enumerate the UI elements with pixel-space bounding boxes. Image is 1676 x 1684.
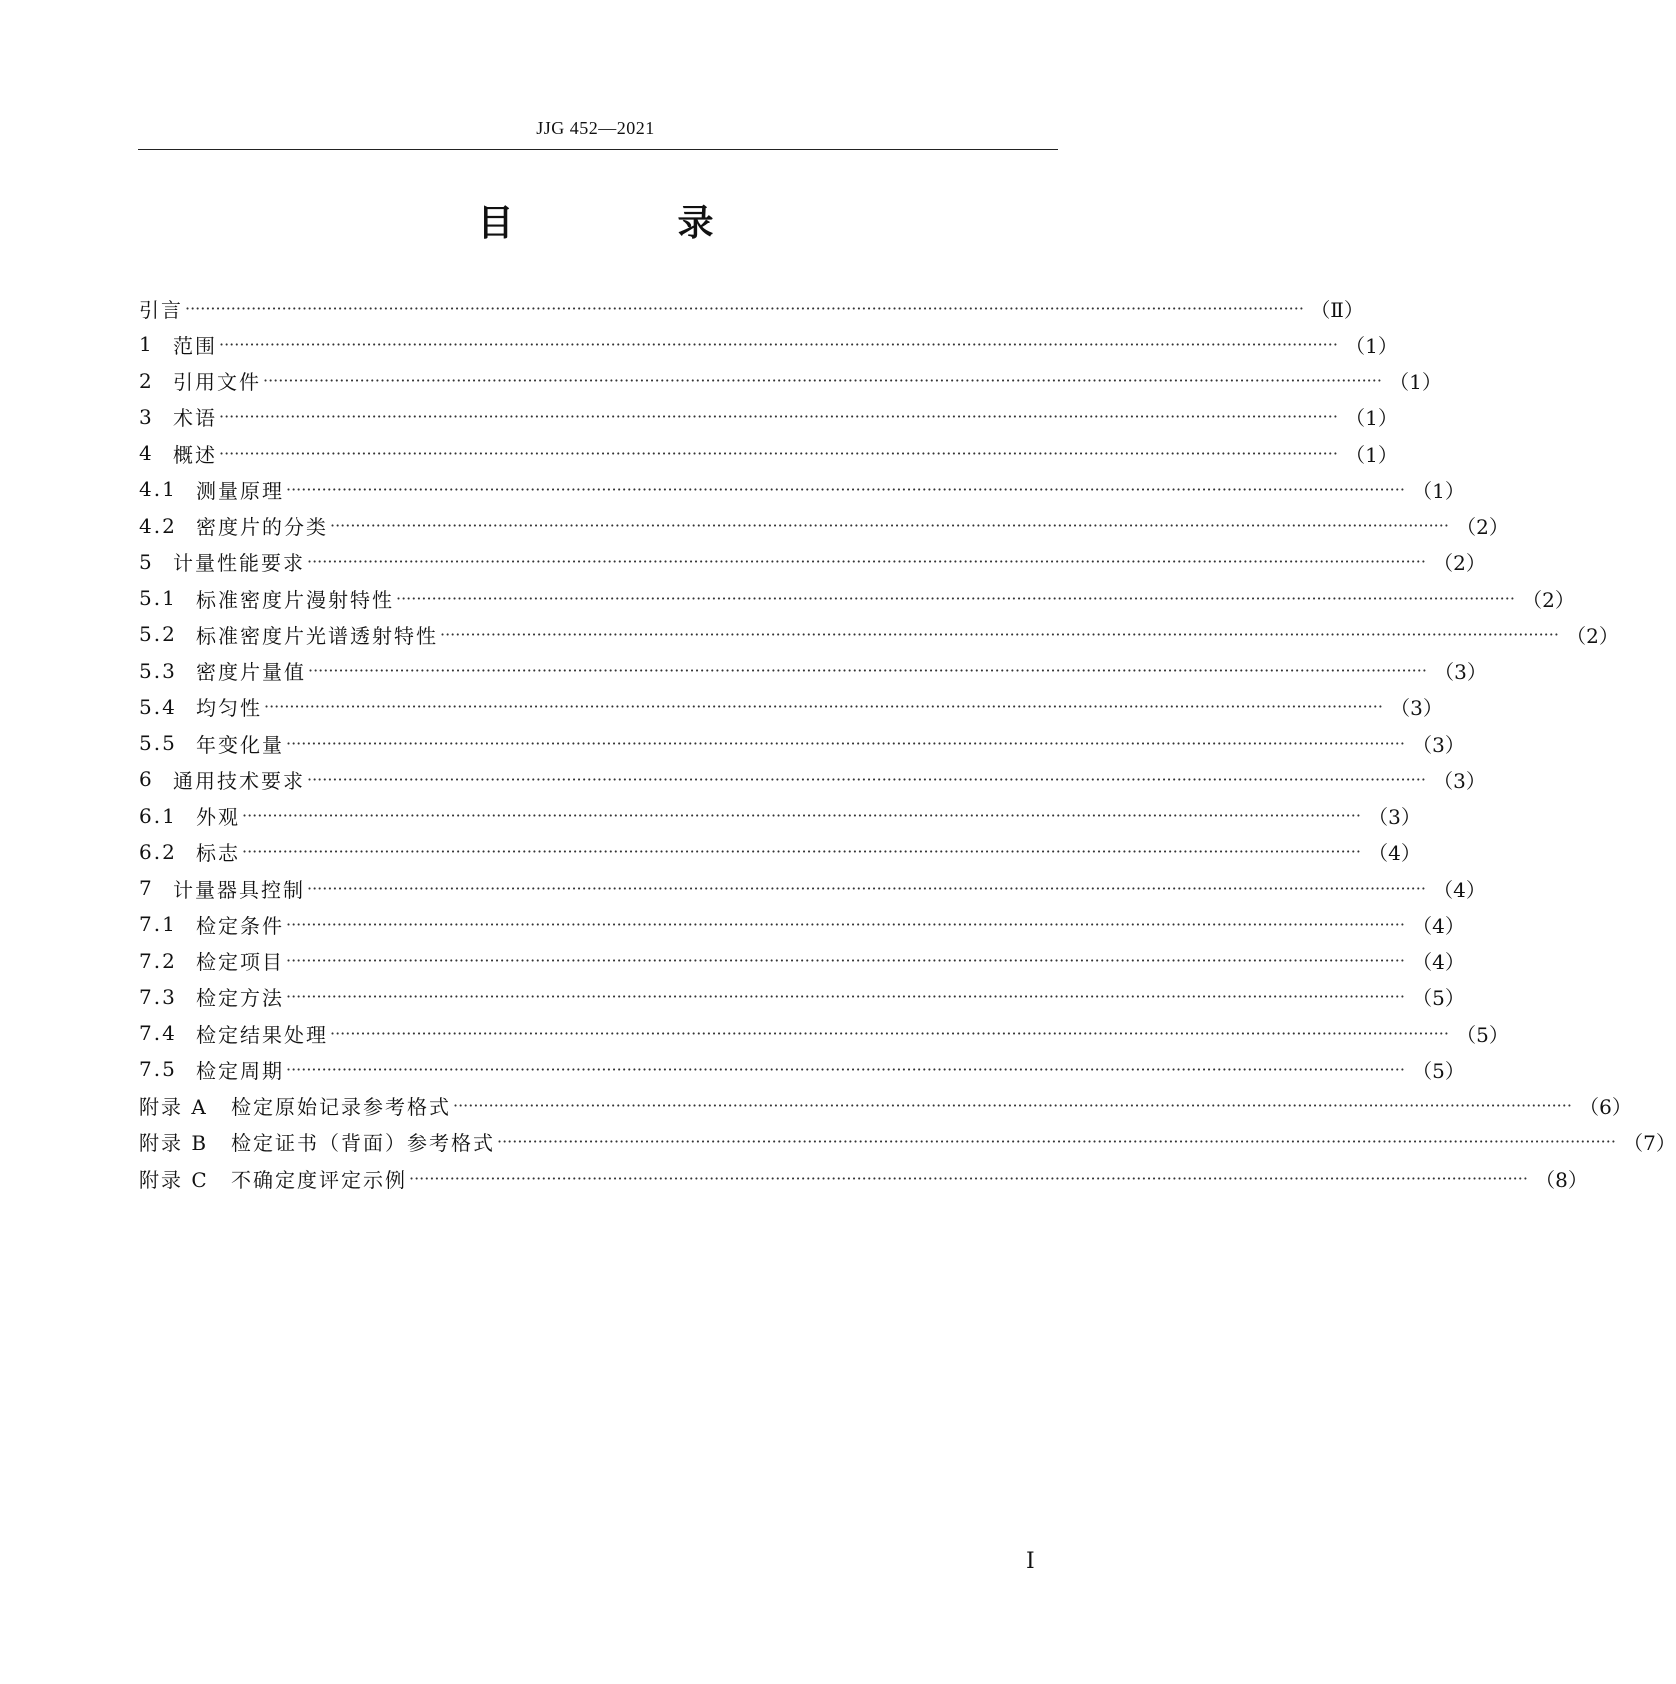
toc-entry-page: （1）	[1345, 333, 1398, 358]
toc-entry-number: 6.2	[139, 839, 177, 864]
toc-entry-title: 标准密度片漫射特性	[196, 587, 394, 612]
toc-dot-leader: ····························································································································································································································	[264, 697, 1383, 717]
toc-entry-page: （3）	[1368, 805, 1421, 830]
toc-entry-title: 计量性能要求	[173, 551, 305, 576]
toc-entry-title: 检定方法	[196, 986, 284, 1011]
toc-entry-page: （2）	[1456, 515, 1509, 540]
table-of-contents	[139, 290, 1676, 1196]
toc-entry-page: （2）	[1566, 623, 1619, 648]
toc-entry[interactable]	[139, 326, 1398, 362]
toc-entry-title: 检定条件	[196, 913, 284, 938]
toc-entry-title: 检定原始记录参考格式	[231, 1095, 451, 1120]
toc-entry[interactable]	[139, 1088, 1632, 1124]
toc-entry-page: （7）	[1623, 1131, 1676, 1156]
toc-entry-page: （2）	[1522, 587, 1575, 612]
toc-entry-number: 附录 A	[139, 1095, 208, 1120]
toc-entry-title: 标志	[196, 841, 240, 866]
toc-entry-number: 4	[139, 441, 154, 466]
toc-entry-page: （3）	[1434, 660, 1487, 685]
toc-entry-title: 标准密度片光谱透射特性	[196, 623, 438, 648]
toc-entry-number: 7.4	[139, 1021, 177, 1046]
toc-entry[interactable]	[139, 363, 1442, 399]
toc-entry[interactable]	[139, 399, 1398, 435]
toc-entry-title: 年变化量	[196, 732, 284, 757]
toc-entry-title: 引用文件	[173, 370, 261, 395]
toc-entry-page: （5）	[1412, 1058, 1465, 1083]
toc-entry-title: 计量器具控制	[173, 877, 305, 902]
header-rule	[138, 149, 1058, 150]
toc-entry-number: 6.1	[139, 803, 177, 828]
toc-entry-number: 7	[139, 876, 154, 901]
toc-entry-page: （5）	[1456, 1022, 1509, 1047]
toc-entry[interactable]	[139, 725, 1465, 761]
toc-entry-title: 均匀性	[196, 696, 262, 721]
toc-entry[interactable]	[139, 616, 1619, 652]
toc-dot-leader: ····························································································································································································································	[307, 769, 1426, 789]
toc-entry-number: 2	[139, 368, 154, 393]
toc-entry[interactable]	[139, 834, 1421, 870]
toc-entry-title: 测量原理	[196, 478, 284, 503]
toc-dot-leader: ····························································································································································································································	[185, 298, 1304, 318]
toc-entry[interactable]	[139, 943, 1465, 979]
toc-entry[interactable]	[139, 508, 1509, 544]
toc-entry-number: 5.4	[139, 694, 177, 719]
toc-entry-title: 概述	[173, 442, 217, 467]
toc-dot-leader: ····························································································································································································································	[286, 914, 1405, 934]
page-number: Ⅰ	[1026, 1548, 1035, 1573]
toc-dot-leader: ····························································································································································································································	[308, 661, 1427, 681]
toc-entry[interactable]	[139, 1124, 1676, 1160]
toc-dot-leader: ····························································································································································································································	[307, 552, 1426, 572]
toc-entry-page: （3）	[1412, 732, 1465, 757]
toc-entry[interactable]	[139, 906, 1465, 942]
toc-dot-leader: ····························································································································································································································	[242, 806, 1361, 826]
toc-entry-number: 1	[139, 332, 154, 357]
toc-entry-page: （Ⅱ）	[1310, 297, 1364, 322]
toc-entry[interactable]	[139, 798, 1421, 834]
toc-dot-leader: ····························································································································································································································	[330, 1023, 1449, 1043]
toc-entry-number: 4.2	[139, 513, 177, 538]
toc-entry-page: （4）	[1412, 913, 1465, 938]
toc-entry[interactable]	[139, 870, 1486, 906]
toc-entry-title: 通用技术要求	[173, 768, 305, 793]
toc-entry[interactable]	[139, 290, 1364, 326]
page-title: 目 录	[477, 203, 778, 244]
toc-entry-number: 5.3	[139, 658, 177, 683]
toc-entry-title: 检定周期	[196, 1058, 284, 1083]
toc-entry[interactable]	[139, 580, 1575, 616]
toc-entry-number: 7.3	[139, 984, 177, 1009]
toc-entry-number: 4.1	[139, 477, 177, 502]
toc-dot-leader: ····························································································································································································································	[242, 842, 1361, 862]
toc-entry-number: 5	[139, 549, 154, 574]
toc-entry-page: （4）	[1368, 841, 1421, 866]
toc-dot-leader: ····························································································································································································································	[219, 407, 1338, 427]
toc-entry-number: 7.2	[139, 948, 177, 973]
toc-entry-number: 5.5	[139, 731, 177, 756]
toc-entry-number: 3	[139, 404, 154, 429]
toc-entry-page: （3）	[1433, 768, 1486, 793]
toc-entry-title: 密度片的分类	[196, 515, 328, 540]
toc-entry-page: （2）	[1433, 551, 1486, 576]
toc-dot-leader: ····························································································································································································································	[453, 1096, 1572, 1116]
toc-entry[interactable]	[139, 471, 1465, 507]
toc-dot-leader: ····························································································································································································································	[219, 334, 1338, 354]
toc-entry-page: （1）	[1389, 370, 1442, 395]
toc-entry[interactable]	[139, 979, 1465, 1015]
toc-entry-page: （3）	[1390, 696, 1443, 721]
toc-entry[interactable]	[139, 435, 1398, 471]
toc-dot-leader: ····························································································································································································································	[286, 479, 1405, 499]
toc-dot-leader: ····························································································································································································································	[330, 516, 1449, 536]
toc-entry-number: 7.5	[139, 1057, 177, 1082]
toc-entry[interactable]	[139, 544, 1486, 580]
toc-entry-title: 外观	[196, 805, 240, 830]
toc-entry-title: 检定证书（背面）参考格式	[231, 1131, 495, 1156]
toc-dot-leader: ····························································································································································································································	[409, 1168, 1528, 1188]
toc-dot-leader: ····························································································································································································································	[307, 878, 1426, 898]
toc-dot-leader: ····························································································································································································································	[263, 371, 1382, 391]
toc-entry-title: 引言	[139, 297, 183, 322]
toc-entry-number: 附录 C	[139, 1167, 209, 1192]
toc-entry-title: 不确定度评定示例	[231, 1167, 407, 1192]
document-code: JJG 452—2021	[536, 118, 655, 138]
toc-entry-number: 6	[139, 767, 154, 792]
toc-dot-leader: ····························································································································································································································	[396, 588, 1515, 608]
toc-entry[interactable]	[139, 1160, 1588, 1196]
toc-entry[interactable]	[139, 1015, 1509, 1051]
toc-dot-leader: ····························································································································································································································	[440, 624, 1559, 644]
toc-entry-page: （4）	[1433, 877, 1486, 902]
toc-entry-number: 5.2	[139, 622, 177, 647]
toc-dot-leader: ····························································································································································································································	[286, 1059, 1405, 1079]
toc-entry-page: （1）	[1412, 478, 1465, 503]
toc-entry-page: （4）	[1412, 950, 1465, 975]
toc-entry[interactable]	[139, 689, 1443, 725]
toc-dot-leader: ····························································································································································································································	[286, 951, 1405, 971]
toc-entry-title: 检定项目	[196, 950, 284, 975]
toc-entry-number: 7.1	[139, 912, 177, 937]
toc-entry-page: （8）	[1535, 1167, 1588, 1192]
toc-entry-number: 附录 B	[139, 1131, 209, 1156]
toc-entry-title: 密度片量值	[196, 660, 306, 685]
toc-entry-page: （6）	[1579, 1095, 1632, 1120]
toc-dot-leader: ····························································································································································································································	[497, 1132, 1616, 1152]
toc-entry-title: 术语	[173, 406, 217, 431]
toc-entry-number: 5.1	[139, 586, 177, 611]
toc-dot-leader: ····························································································································································································································	[286, 987, 1405, 1007]
toc-dot-leader: ····························································································································································································································	[286, 733, 1405, 753]
toc-entry-page: （5）	[1412, 986, 1465, 1011]
toc-entry-page: （1）	[1345, 442, 1398, 467]
toc-entry-page: （1）	[1345, 406, 1398, 431]
toc-entry[interactable]	[139, 653, 1487, 689]
toc-entry-title: 检定结果处理	[196, 1022, 328, 1047]
toc-entry-title: 范围	[173, 333, 217, 358]
toc-entry[interactable]	[139, 761, 1486, 797]
toc-dot-leader: ····························································································································································································································	[219, 443, 1338, 463]
toc-entry[interactable]	[139, 1051, 1465, 1087]
